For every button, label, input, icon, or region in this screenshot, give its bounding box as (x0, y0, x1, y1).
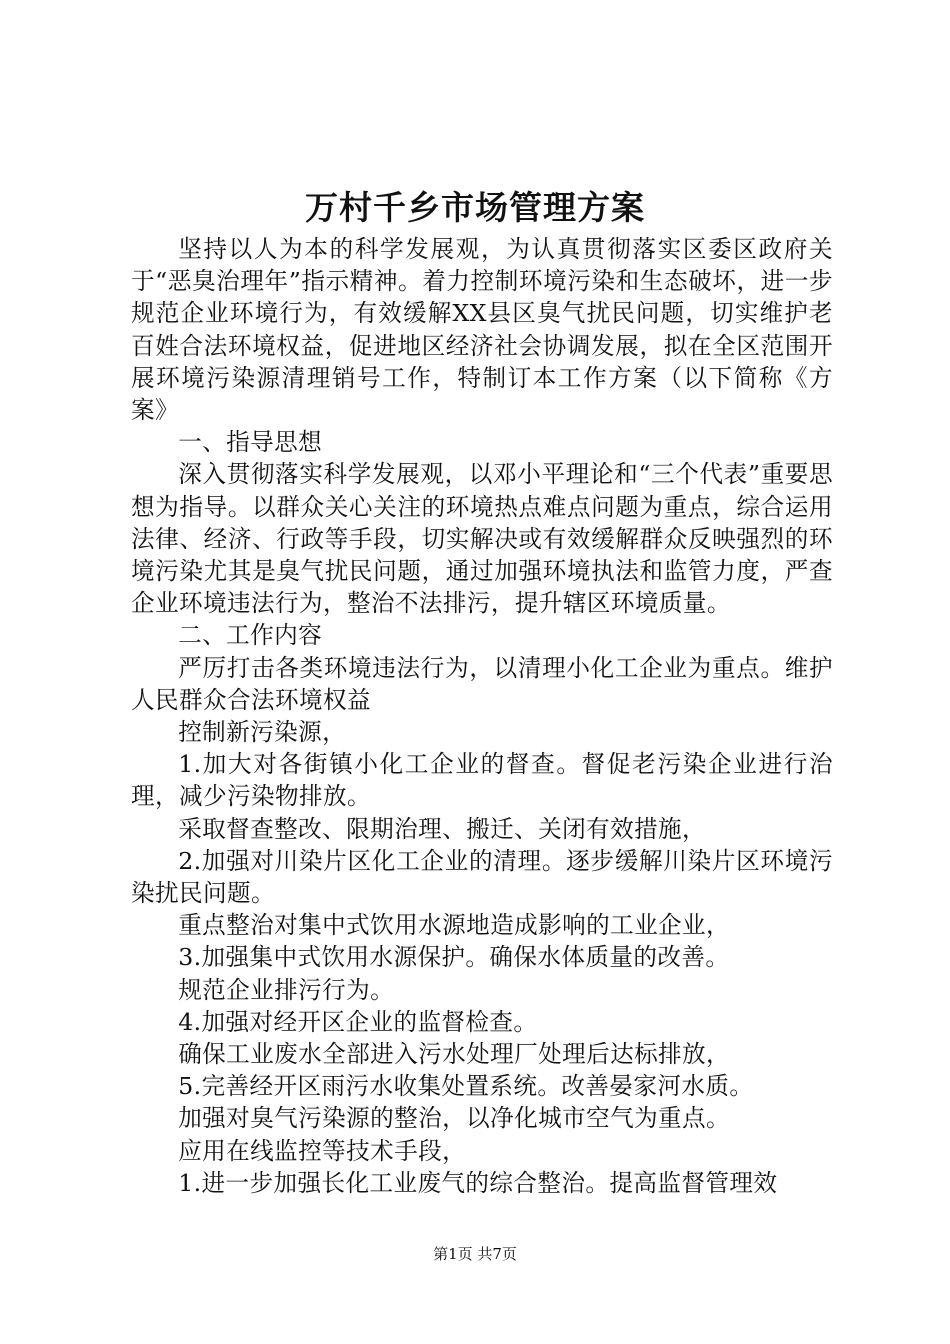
paragraph: 规范企业排污行为。 (178, 975, 395, 1004)
paragraph: 重点整治对集中式饮用水源地造成影响的工业企业， (178, 911, 731, 940)
list-item: 4.加强对经开区企业的监督检查。 (178, 1007, 538, 1036)
list-item: 2.加强对川染片区化工企业的清理。逐步缓解川染片区环境污染扰民问题。 (131, 846, 833, 908)
list-item: 3.加强集中式饮用水源保护。确保水体质量的改善。 (178, 943, 730, 972)
list-item: 1.加大对各街镇小化工企业的督查。督促老污染企业进行治理，减少污染物排放。 (131, 750, 833, 811)
paragraph: 采取督查整改、限期治理、搬迁、关闭有效措施， (178, 814, 707, 843)
page-footer: 第1页 共7页 (433, 1245, 517, 1263)
section-heading-guiding-thought: 一、指导思想 (178, 428, 323, 457)
list-item: 1.进一步加强长化工业废气的综合整治。提高监督管理效 (178, 1168, 778, 1197)
paragraph: 严厉打击各类环境违法行为，以清理小化工企业为重点。维护人民群众合法环境权益 (131, 653, 833, 714)
paragraph-guiding-thought: 深入贯彻落实科学发展观，以邓小平理论和“三个代表”重要思想为指导。以群众关心关注的环境热点难点问题为重点，综合运用法律、经济、行政等手段，切实解决或有效缓解群众反映强烈的环境污染尤其是臭气扰民问题，通过加强环境执法和监管力度，严查企业环境违法行为，整治不法排污，提升辖区环境质量。 (131, 460, 833, 618)
list-item: 5.完善经开区雨污水收集处置系统。改善晏家河水质。 (178, 1072, 754, 1101)
paragraph: 应用在线监控等技术手段， (178, 1136, 467, 1165)
paragraph-intro: 坚持以人为本的科学发展观，为认真贯彻落实区委区政府关于“恶臭治理年”指示精神。着力控制环境污染和生态破坏，进一步规范企业环境行为，有效缓解XX县区臭气扰民问题，切实维护老百姓合法环境权益，促进地区经济社会协调发展，拟在全区范围开展环境污染源清理销号工作，特制订本工作方案（以下简称《方案》 (131, 235, 833, 425)
document-title: 万村千乡市场管理方案 (305, 188, 645, 227)
section-heading-work-content: 二、工作内容 (178, 621, 323, 650)
paragraph: 确保工业废水全部进入污水处理厂处理后达标排放， (178, 1040, 731, 1069)
document-body (131, 233, 833, 1199)
paragraph: 控制新污染源， (178, 718, 347, 747)
paragraph: 加强对臭气污染源的整治，以净化城市空气为重点。 (178, 1104, 731, 1133)
